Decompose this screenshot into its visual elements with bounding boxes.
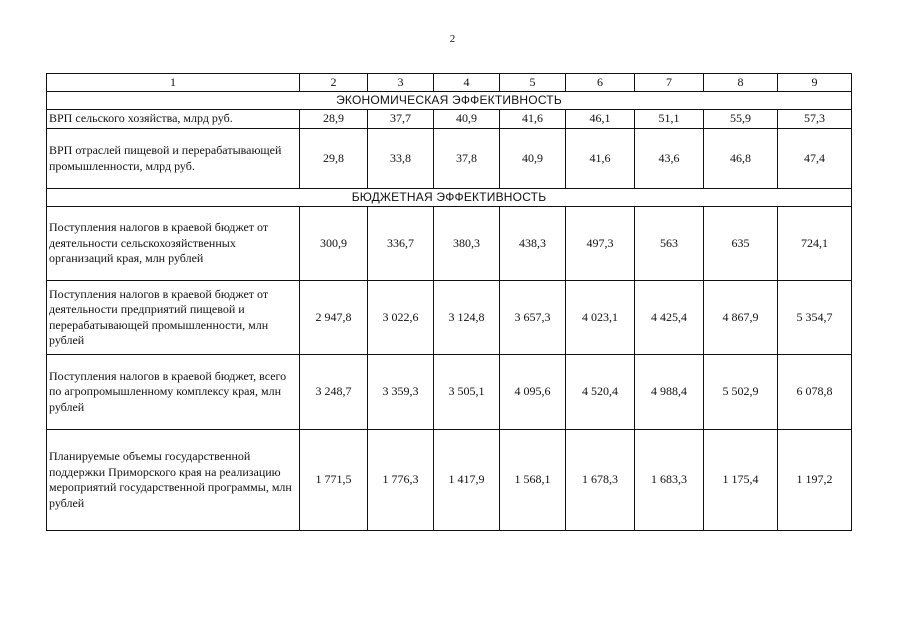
table-cell: 635 (704, 207, 778, 281)
table-cell: 41,6 (566, 129, 635, 189)
table-cell: 6 078,8 (778, 355, 852, 430)
table-cell: 4 425,4 (635, 281, 704, 355)
table-row (47, 129, 852, 189)
table-cell: 4 867,9 (704, 281, 778, 355)
table-cell: 43,6 (635, 129, 704, 189)
table-row (47, 430, 852, 531)
table-cell: 1 175,4 (704, 430, 778, 531)
table-cell: 3 248,7 (300, 355, 368, 430)
row-label: ВРП отраслей пищевой и перерабатывающей промышленности, млрд руб. (47, 129, 300, 189)
table-cell: 1 678,3 (566, 430, 635, 531)
section-header-row (47, 92, 852, 110)
table-cell: 46,8 (704, 129, 778, 189)
table-cell: 380,3 (434, 207, 500, 281)
column-header: 3 (368, 74, 434, 92)
table-cell: 1 771,5 (300, 430, 368, 531)
table-cell: 497,3 (566, 207, 635, 281)
table-cell: 55,9 (704, 110, 778, 129)
page-number: 2 (449, 33, 456, 45)
section-header-row (47, 189, 852, 207)
column-header: 5 (500, 74, 566, 92)
table-row (47, 110, 852, 129)
table-cell: 40,9 (434, 110, 500, 129)
column-number-row (47, 74, 852, 92)
table-cell: 29,8 (300, 129, 368, 189)
table-cell: 3 505,1 (434, 355, 500, 430)
row-label: ВРП сельского хозяйства, млрд руб. (47, 110, 300, 129)
table-cell: 336,7 (368, 207, 434, 281)
table-cell: 37,7 (368, 110, 434, 129)
column-header: 8 (704, 74, 778, 92)
table-cell: 41,6 (500, 110, 566, 129)
table-row (47, 281, 852, 355)
table-cell: 46,1 (566, 110, 635, 129)
table-cell: 1 683,3 (635, 430, 704, 531)
table-cell: 3 359,3 (368, 355, 434, 430)
table-cell: 33,8 (368, 129, 434, 189)
row-label: Поступления налогов в краевой бюджет от деятельности предприятий пищевой и перерабатывающей промышленности, млн рублей (47, 281, 300, 355)
table-cell: 40,9 (500, 129, 566, 189)
column-header: 2 (300, 74, 368, 92)
row-label: Поступления налогов в краевой бюджет от деятельности сельскохозяйственных организаций края, млн рублей (47, 207, 300, 281)
table-cell: 1 417,9 (434, 430, 500, 531)
row-label: Планируемые объемы государственной поддержки Приморского края на реализацию мероприятий государственной программы, млн рублей (47, 430, 300, 531)
table-cell: 28,9 (300, 110, 368, 129)
table-cell: 724,1 (778, 207, 852, 281)
table-cell: 51,1 (635, 110, 704, 129)
column-header: 1 (47, 74, 300, 92)
table-cell: 3 124,8 (434, 281, 500, 355)
table-cell: 4 988,4 (635, 355, 704, 430)
row-label: Поступления налогов в краевой бюджет, всего по агропромышленному комплексу края, млн рублей (47, 355, 300, 430)
column-header: 7 (635, 74, 704, 92)
table-row (47, 207, 852, 281)
column-header: 6 (566, 74, 635, 92)
table-cell: 47,4 (778, 129, 852, 189)
table-cell: 4 023,1 (566, 281, 635, 355)
table-cell: 1 568,1 (500, 430, 566, 531)
column-header: 4 (434, 74, 500, 92)
table-cell: 37,8 (434, 129, 500, 189)
table-cell: 2 947,8 (300, 281, 368, 355)
table-cell: 4 520,4 (566, 355, 635, 430)
table-cell: 563 (635, 207, 704, 281)
table-cell: 57,3 (778, 110, 852, 129)
section-title-budget: БЮДЖЕТНАЯ ЭФФЕКТИВНОСТЬ (47, 189, 852, 207)
table-cell: 1 776,3 (368, 430, 434, 531)
table-cell: 300,9 (300, 207, 368, 281)
table-row (47, 355, 852, 430)
table-cell: 3 657,3 (500, 281, 566, 355)
table-cell: 438,3 (500, 207, 566, 281)
efficiency-table (46, 73, 852, 531)
section-title-economic: ЭКОНОМИЧЕСКАЯ ЭФФЕКТИВНОСТЬ (47, 92, 852, 110)
table-cell: 5 502,9 (704, 355, 778, 430)
table-cell: 1 197,2 (778, 430, 852, 531)
table-cell: 5 354,7 (778, 281, 852, 355)
column-header: 9 (778, 74, 852, 92)
table-cell: 4 095,6 (500, 355, 566, 430)
table-cell: 3 022,6 (368, 281, 434, 355)
